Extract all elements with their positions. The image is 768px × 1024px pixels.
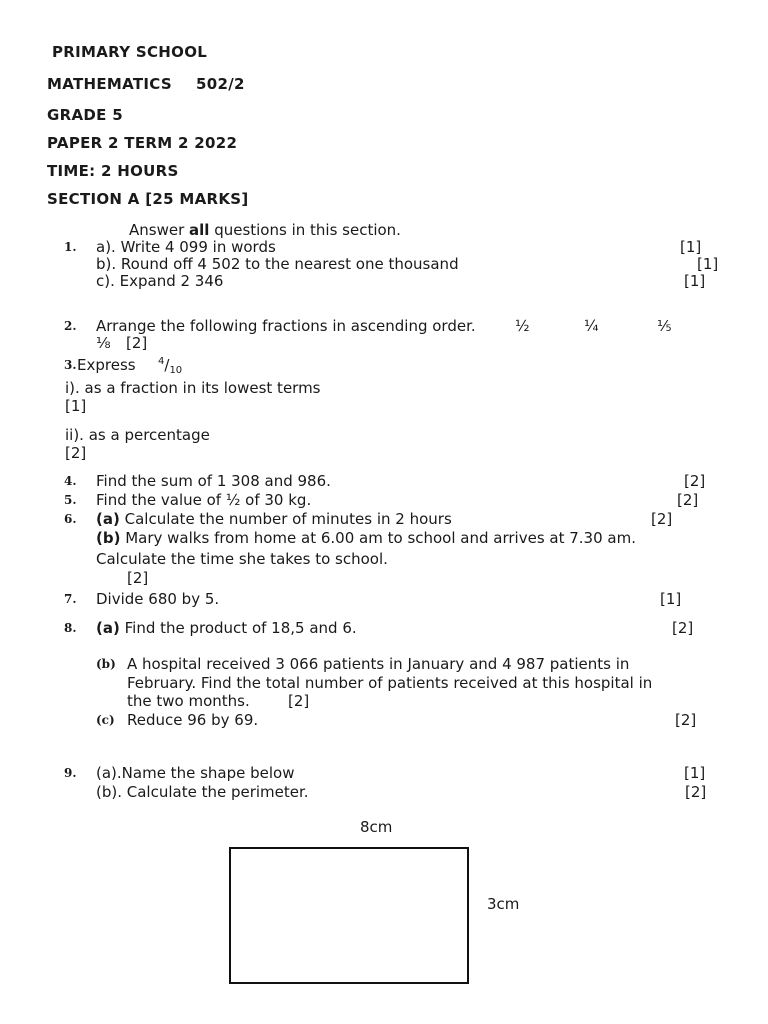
q3-fraction: $^4/_{10}$ (158, 356, 183, 376)
question-number-3: 3. (64, 358, 77, 372)
rectangle-height-label: 3cm (487, 895, 520, 913)
question-number-5: 5. (64, 493, 77, 507)
q9-b-mark: [2] (685, 783, 707, 801)
q1-part-c: c). Expand 2 346 (96, 272, 224, 290)
q2-fraction-1: ½ (515, 317, 530, 335)
q5-text: Find the value of ½ of 30 kg. (96, 491, 312, 509)
q2-mark: [2] (126, 334, 148, 352)
question-number-2: 2. (64, 319, 77, 333)
q9-part-a: (a).Name the shape below (96, 764, 295, 782)
q8-part-b-line2: February. Find the total number of patients received at this hospital in (127, 674, 653, 692)
q8-c-label: (c) (96, 713, 115, 727)
q7-text: Divide 680 by 5. (96, 590, 220, 608)
q2-fraction-3: ⅕ (657, 317, 672, 335)
section-heading: SECTION A [25 MARKS] (47, 190, 249, 208)
q1-c-mark: [1] (684, 272, 706, 290)
q6-part-a: (a) Calculate the number of minutes in 2 hours (96, 510, 452, 528)
subject-title: MATHEMATICS (47, 75, 172, 93)
paper-code: 502/2 (196, 75, 245, 93)
question-number-6: 6. (64, 512, 77, 526)
paper-term: PAPER 2 TERM 2 2022 (47, 134, 238, 152)
question-number-4: 4. (64, 474, 77, 488)
q4-text: Find the sum of 1 308 and 986. (96, 472, 331, 490)
q3-ii-mark: [2] (65, 444, 87, 462)
q3-part-ii: ii). as a percentage (65, 426, 210, 444)
q8-b-label: (b) (96, 657, 116, 671)
question-number-7: 7. (64, 592, 77, 606)
q3-text: Express (77, 356, 136, 374)
q3-i-mark: [1] (65, 397, 87, 415)
grade-label: GRADE 5 (47, 106, 123, 124)
q8-a-mark: [2] (672, 619, 694, 637)
question-number-1: 1. (64, 240, 77, 254)
q8-part-c: Reduce 96 by 69. (127, 711, 259, 729)
q8-b-mark: [2] (288, 692, 310, 710)
q8-c-mark: [2] (675, 711, 697, 729)
q1-b-mark: [1] (697, 255, 719, 273)
q6-part-b-line2: Calculate the time she takes to school. (96, 550, 388, 568)
q1-part-b: b). Round off 4 502 to the nearest one thousand (96, 255, 459, 273)
rectangle-shape (229, 847, 469, 984)
rectangle-width-label: 8cm (360, 818, 393, 836)
q1-a-mark: [1] (680, 238, 702, 256)
q2-fraction-2: ¼ (584, 317, 599, 335)
q9-part-b: (b). Calculate the perimeter. (96, 783, 309, 801)
school-name: PRIMARY SCHOOL (52, 43, 208, 61)
time-allowed: TIME: 2 HOURS (47, 162, 179, 180)
q8-part-b-line3: the two months. (127, 692, 250, 710)
q5-mark: [2] (677, 491, 699, 509)
q6-part-b: (b) Mary walks from home at 6.00 am to school and arrives at 7.30 am. (96, 529, 636, 547)
q2-fraction-4: ⅛ (96, 334, 111, 352)
q8-part-b-line1: A hospital received 3 066 patients in January and 4 987 patients in (127, 655, 630, 673)
q2-text: Arrange the following fractions in ascending order. (96, 317, 476, 335)
question-number-8: 8. (64, 621, 77, 635)
q3-part-i: i). as a fraction in its lowest terms (65, 379, 321, 397)
q1-part-a: a). Write 4 099 in words (96, 238, 276, 256)
q7-mark: [1] (660, 590, 682, 608)
section-instruction: Answer all questions in this section. (129, 221, 401, 239)
question-number-9: 9. (64, 766, 77, 780)
q4-mark: [2] (684, 472, 706, 490)
q6-b-mark: [2] (127, 569, 149, 587)
q8-part-a: (a) Find the product of 18,5 and 6. (96, 619, 357, 637)
q9-a-mark: [1] (684, 764, 706, 782)
q6-a-mark: [2] (651, 510, 673, 528)
